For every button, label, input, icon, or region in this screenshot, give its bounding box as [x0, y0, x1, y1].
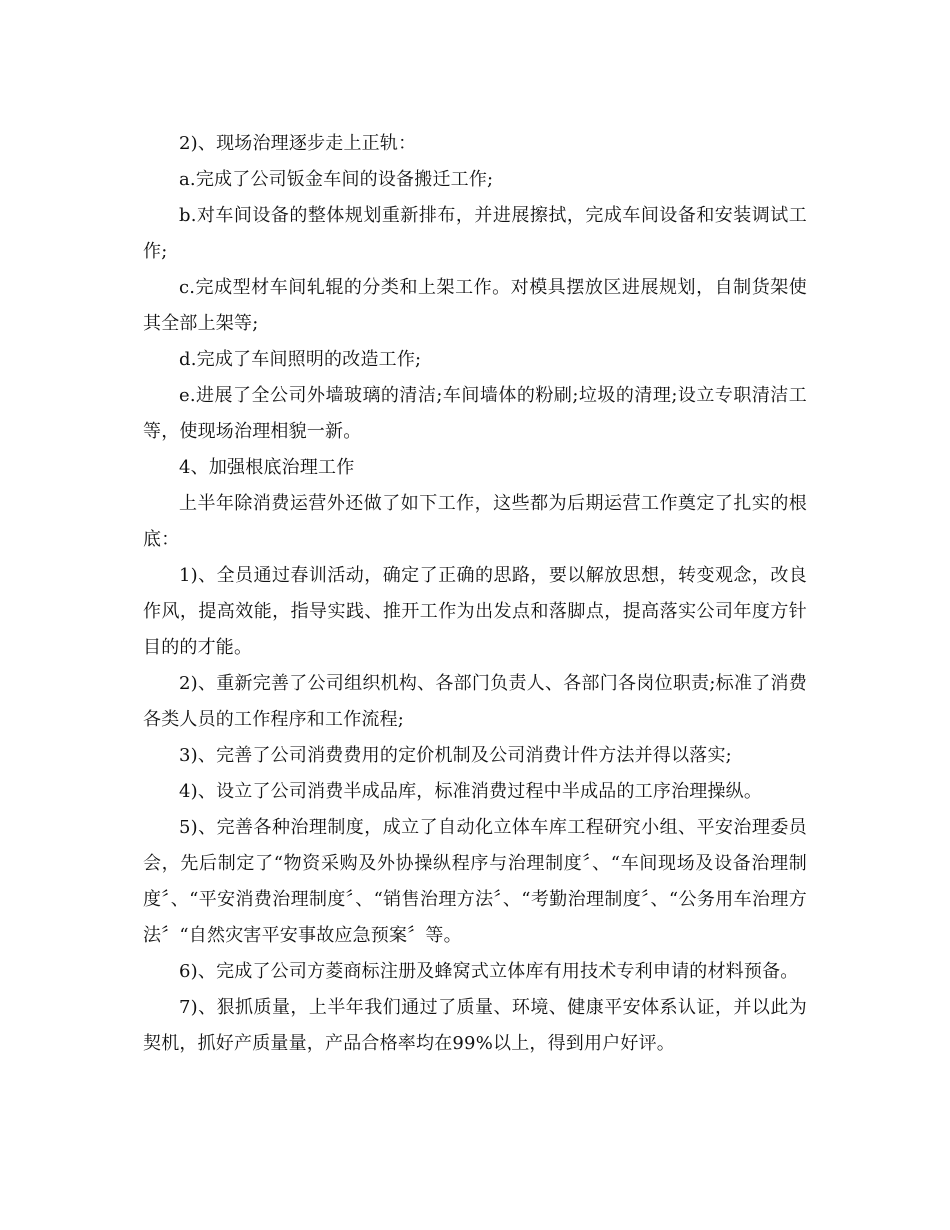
- paragraph-item-c: c.完成型材车间轧辊的分类和上架工作。对模具摆放区进展规划，自制货架使其全部上架等;: [143, 277, 807, 334]
- paragraph-site-management: 2)、现场治理逐步走上正轨：: [179, 133, 417, 154]
- section-heading-foundation: 4、加强根底治理工作: [179, 457, 355, 478]
- paragraph-point-2: 2)、重新完善了公司组织机构、各部门负责人、各部门各岗位职责;标准了消费各类人员的工作程序和工作流程;: [143, 673, 807, 730]
- paragraph-point-5: 5)、完善各种治理制度，成立了自动化立体车库工程研究小组、平安治理委员会，先后制定了“物资采购及外协操纵程序与治理制度〞、“车间现场及设备治理制度〞、“平安消费治理制度〞、“销售治理方法〞、“考勤治理制度〞、“公务用车治理方法〞“自然灾害平安事故应急预案〞等。: [143, 817, 807, 946]
- paragraph-item-b: b.对车间设备的整体规划重新排布，并进展擦拭，完成车间设备和安装调试工作;: [143, 205, 807, 262]
- paragraph-intro: 上半年除消费运营外还做了如下工作，这些都为后期运营工作奠定了扎实的根底：: [143, 493, 807, 550]
- paragraph-point-4: 4)、设立了公司消费半成品库，标准消费过程中半成品的工序治理操纵。: [179, 781, 763, 802]
- document-body: [143, 126, 807, 1062]
- paragraph-point-3: 3)、完善了公司消费费用的定价机制及公司消费计件方法并得以落实;: [179, 745, 732, 766]
- paragraph-item-e: e.进展了全公司外墙玻璃的清洁;车间墙体的粉刷;垃圾的清理;设立专职清洁工等，使现场治理相貌一新。: [143, 385, 807, 442]
- paragraph-point-7: 7)、狠抓质量，上半年我们通过了质量、环境、健康平安体系认证，并以此为契机，抓好产质量量，产品合格率均在99%以上，得到用户好评。: [143, 997, 807, 1054]
- paragraph-point-6: 6)、完成了公司方菱商标注册及蜂窝式立体库有用技术专利申请的材料预备。: [179, 961, 799, 982]
- paragraph-item-a: a.完成了公司钣金车间的设备搬迁工作;: [179, 169, 494, 190]
- paragraph-item-d: d.完成了车间照明的改造工作;: [179, 349, 422, 370]
- paragraph-point-1: 1)、全员通过春训活动，确定了正确的思路，要以解放思想，转变观念，改良作风，提高效能，指导实践、推开工作为出发点和落脚点，提高落实公司年度方针目的的才能。: [143, 565, 807, 658]
